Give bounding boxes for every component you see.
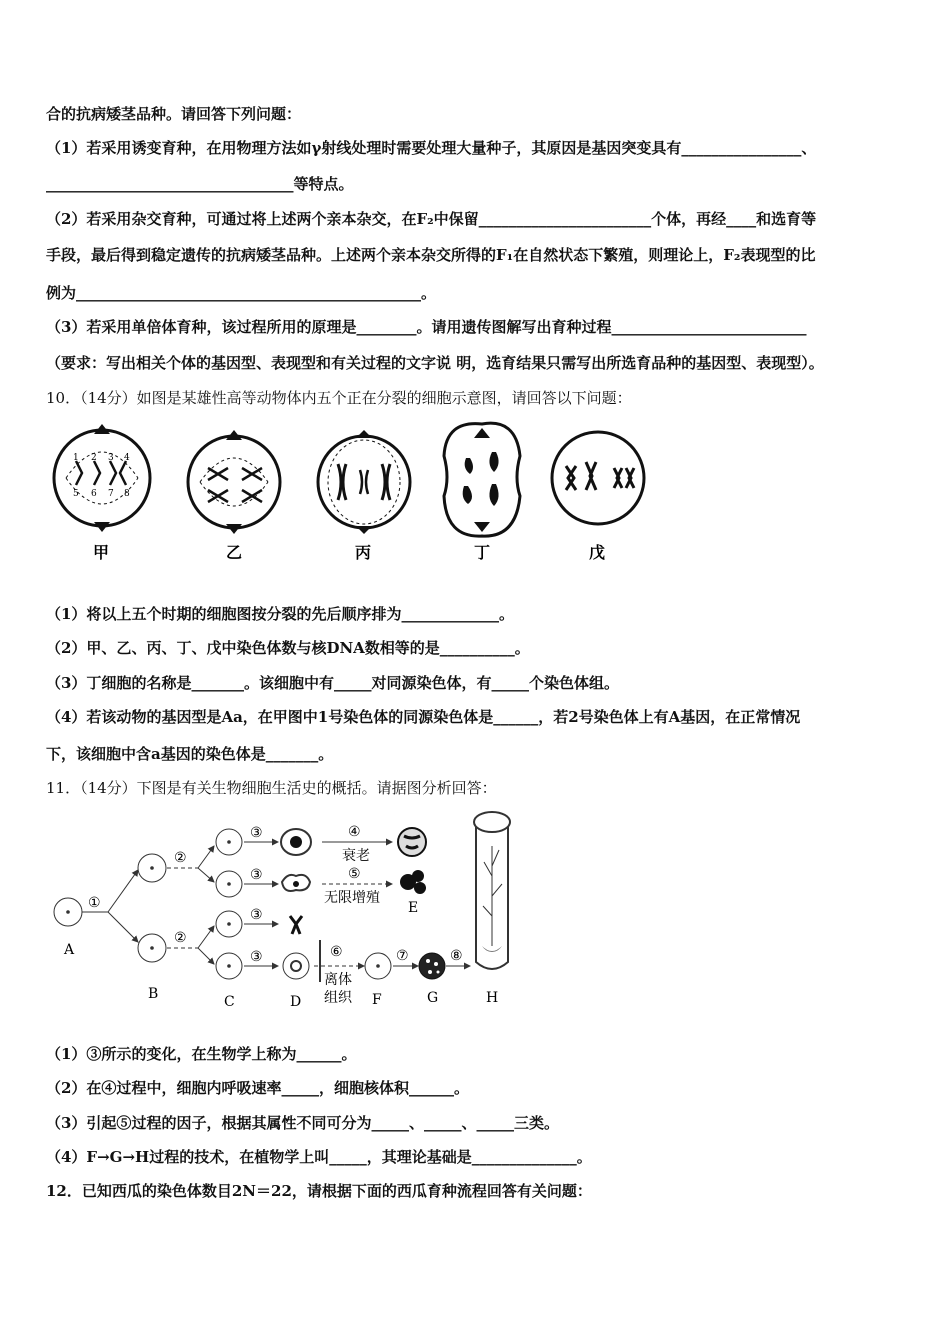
q9-intro: 合的抗病矮茎品种。请回答下列问题：: [46, 105, 302, 123]
q10-part2: （2）甲、乙、丙、丁、戊中染色体数与核DNA数相等的是__________。: [46, 639, 530, 657]
cell-life-history-diagram: [46, 806, 516, 1016]
cell-label-ding: 丁: [474, 543, 491, 562]
proliferation-label: 无限增殖: [324, 890, 380, 906]
q11-title: 11．（14分）下图是有关生物细胞生活史的概括。请据图分析回答：: [46, 779, 497, 797]
label-g: G: [427, 990, 439, 1006]
cell-yi: [188, 430, 280, 562]
q9-part1-line2: _________________________________等特点。: [46, 175, 354, 193]
isolated-label-1: 离体: [324, 972, 352, 988]
q9-part3-line2: （要求：写出相关个体的基因型、表现型和有关过程的文字说 明，选育结果只需写出所选育品种的基因型、表现型）。: [46, 354, 824, 372]
chromosome-number: 5: [73, 489, 79, 499]
step-7: ⑦: [396, 948, 409, 964]
label-b: B: [148, 986, 159, 1002]
q9-part2-line2: 手段，最后得到稳定遗传的抗病矮茎品种。上述两个亲本杂交所得的F₁在自然状态下繁殖，则理论上，F₂表现型的比: [46, 246, 816, 264]
q11-part2: （2）在④过程中，细胞内呼吸速率_____，细胞核体积______。: [46, 1079, 469, 1097]
cell-bing: [318, 430, 410, 562]
cell-label-wu: 戊: [589, 543, 606, 562]
cell-wu: [552, 432, 644, 562]
step-1: ①: [88, 895, 101, 911]
step-2-lower: ②: [174, 930, 187, 946]
step-3b: ③: [250, 867, 263, 883]
label-c: C: [224, 994, 235, 1010]
aging-label: 衰老: [342, 848, 370, 864]
q11-part3: （3）引起⑤过程的因子，根据其属性不同可分为_____、_____、_____三类。: [46, 1114, 559, 1132]
chromosome-number: 8: [124, 489, 130, 499]
q10-part4-line2: 下，该细胞中含a基因的染色体是_______。: [46, 745, 334, 763]
label-a: A: [64, 942, 75, 958]
chromosome-number: 6: [91, 489, 97, 499]
q11-part1: （1）③所示的变化，在生物学上称为______。: [46, 1045, 357, 1063]
step-3d: ③: [250, 949, 263, 965]
step-2-upper: ②: [174, 850, 187, 866]
cell-label-jia: 甲: [93, 543, 110, 562]
label-d: D: [290, 994, 302, 1010]
q10-part3: （3）丁细胞的名称是_______。该细胞中有_____对同源染色体，有_____个染色体组。: [46, 674, 619, 692]
step-5: ⑤: [348, 866, 361, 882]
cell-division-figure: [46, 416, 666, 566]
q10-part1: （1）将以上五个时期的细胞图按分裂的先后顺序排为_____________。: [46, 605, 514, 623]
step-8: ⑧: [450, 948, 463, 964]
q12-title: 12．已知西瓜的染色体数目2N＝22，请根据下面的西瓜育种流程回答有关问题：: [46, 1182, 592, 1200]
isolated-label-2: 组织: [324, 990, 352, 1006]
q11-part4: （4）F→G→H过程的技术，在植物学上叫_____，其理论基础是______________。: [46, 1148, 592, 1166]
step-4: ④: [348, 824, 361, 840]
q10-title: 10．（14分）如图是某雄性高等动物体内五个正在分裂的细胞示意图，请回答以下问题：: [46, 389, 632, 407]
label-h: H: [486, 990, 499, 1006]
q10-part4-line1: （4）若该动物的基因型是Aa，在甲图中1号染色体的同源染色体是______，若2号染色体上有A基因，在正常情况: [46, 708, 801, 726]
chromosome-number: 2: [91, 453, 97, 463]
cell-label-yi: 乙: [226, 543, 243, 562]
cell-jia: [54, 424, 150, 562]
step-3a: ③: [250, 825, 263, 841]
label-e: E: [408, 900, 419, 916]
chromosome-number: 3: [108, 453, 114, 463]
cell-label-bing: 丙: [355, 543, 372, 562]
step-6: ⑥: [330, 944, 343, 960]
q9-part2-line1: （2）若采用杂交育种，可通过将上述两个亲本杂交，在F₂中保留_______________________个体，再经____和选育等: [46, 210, 817, 228]
q9-part3-line1: （3）若采用单倍体育种，该过程所用的原理是________。请用遗传图解写出育种过程__________________________: [46, 318, 807, 336]
label-f: F: [372, 992, 382, 1008]
chromosome-number: 4: [124, 453, 130, 463]
chromosome-number: 1: [73, 453, 79, 463]
step-3c: ③: [250, 907, 263, 923]
q9-part1-line1: （1）若采用诱变育种，在用物理方法如γ射线处理时需要处理大量种子，其原因是基因突变具有________________、: [46, 139, 817, 157]
q9-part2-line3: 例为______________________________________________。: [46, 284, 437, 302]
chromosome-number: 7: [108, 489, 114, 499]
cell-ding: [444, 423, 520, 562]
